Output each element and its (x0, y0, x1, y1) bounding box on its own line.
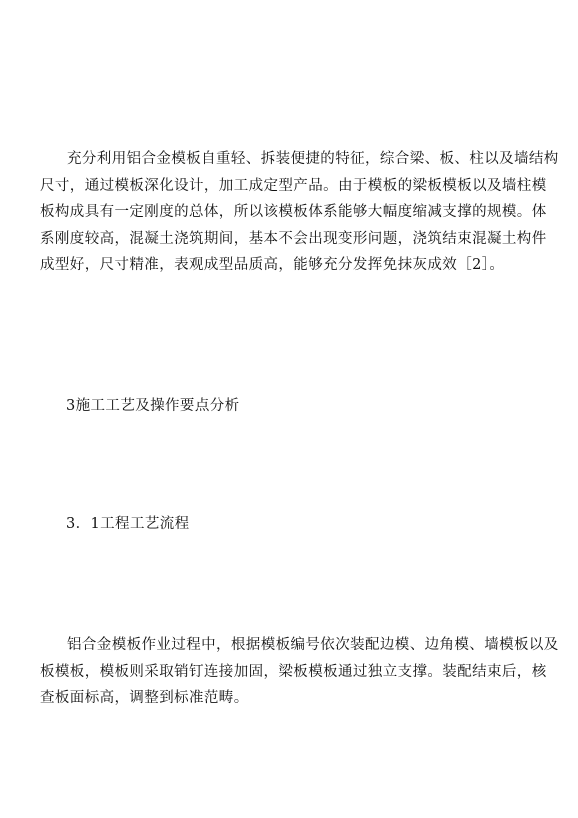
paragraph-line: 系刚度较高，混凝土浇筑期间，基本不会出现变形问题，浇筑结束混凝土构件 (40, 230, 547, 247)
body-paragraph-aluminum-formwork-advantages (40, 146, 559, 279)
paragraph-line: 成型好，尺寸精准，表观成型品质高，能够充分发挥免抹灰成效［2］。 (40, 257, 505, 273)
paragraph-line: 查板面标高，调整到标准范畴。 (40, 690, 249, 706)
paragraph-line: 板构成具有一定刚度的总体，所以该模板体系能够大幅度缩减支撑的规模。体 (40, 204, 547, 220)
paragraph-line: 铝合金模板作业过程中，根据模板编号依次装配边模、边角模、墙模板以及 (67, 637, 559, 653)
paragraph-line: 充分利用铝合金模板自重轻、拆装便捷的特征，综合梁、板、柱以及墙结构 (67, 151, 559, 167)
subsection-heading: 3．1工程工艺流程 (66, 516, 190, 532)
paragraph-line: 板模板，模板则采取销钉连接加固，梁板模板通过独立支撑。装配结束后，核 (40, 663, 547, 680)
body-paragraph-process-flow (40, 632, 559, 712)
paragraph-line: 尺寸，通过模板深化设计，加工成定型产品。由于模板的梁板模板以及墙柱模 (40, 177, 547, 194)
section-heading: 3施工工艺及操作要点分析 (66, 398, 240, 414)
